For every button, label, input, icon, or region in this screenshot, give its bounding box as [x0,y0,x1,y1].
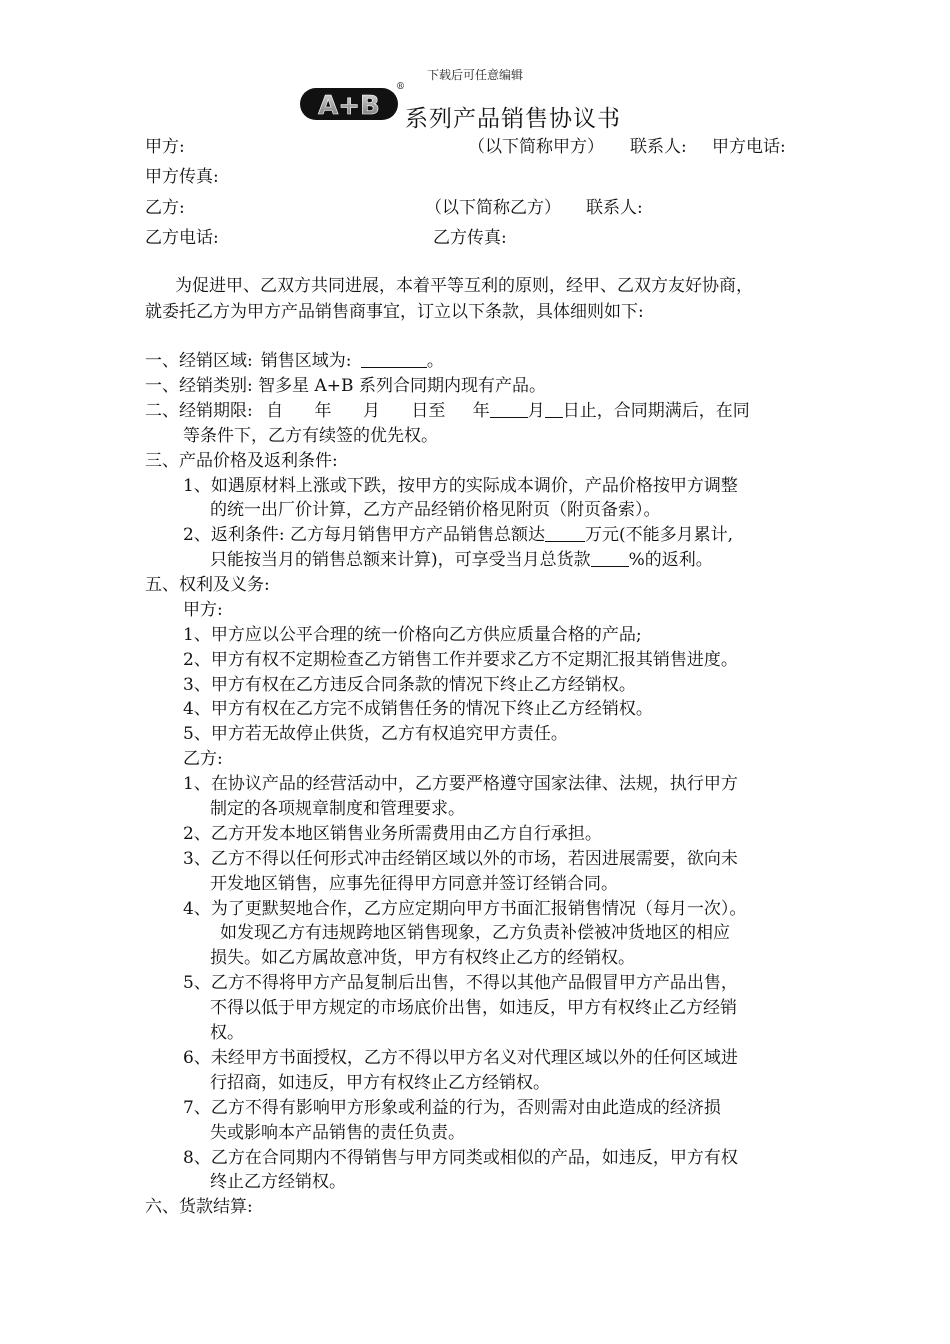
rebate-calc-text: 只能按当月的销售总额来计算)，可享受当月总货款 [210,550,591,570]
brand-logo [298,84,402,124]
party-b-duty-line: 失或影响本产品销售的责任负责。 [210,1123,465,1143]
party-b-label: 乙方: [145,198,185,218]
intro-line-1: 为促进甲、乙双方共同进展，本着平等互利的原则，经甲、乙双方友好协商， [175,276,753,296]
rebate-item-line-2 [210,548,713,572]
party-a-duty-5: 5、甲方若无故停止供货，乙方有权追究甲方责任。 [183,724,568,744]
party-b-duty-line: 不得以低于甲方规定的市场底价出售，如违反，甲方有权终止乙方经销 [210,998,737,1018]
section-term [145,399,750,423]
party-a-duty-2: 2、甲方有权不定期检查乙方销售工作并要求乙方不定期汇报其销售进度。 [183,650,738,670]
party-a-phone-label: 甲方电话: [712,137,786,157]
sales-area-blank [361,351,427,368]
party-b-contact-label: 联系人: [586,198,643,218]
term-end-text: 日止，合同期满后，在同 [562,401,750,421]
term-month-blank [490,401,528,418]
party-b-duty-line: 2、乙方开发本地区销售业务所需费用由乙方自行承担。 [183,824,602,844]
term-month-1: 月 [362,401,380,421]
party-b-duty-line: 权。 [210,1023,244,1043]
party-b-duty-line: 3、乙方不得以任何形式冲击经销区域以外的市场，若因进展需要，欲向未 [183,849,738,869]
term-month-2: 月 [527,401,545,421]
party-a-duty-1: 1、甲方应以公平合理的统一价格向乙方供应质量合格的产品; [183,625,642,645]
term-title: 二、经销期限: [145,401,253,421]
rebate-percent-blank [591,550,629,567]
rebate-condition-text: 2、返利条件: 乙方每月销售甲方产品销售总额达 [183,525,545,545]
party-b-duty-line: 开发地区销售，应事先征得甲方同意并签订经销合同。 [210,874,618,894]
rebate-item-line-1 [183,523,733,547]
party-b-duty-line: 如发现乙方有违规跨地区销售现象，乙方负责补偿被冲货地区的相应 [220,923,730,943]
party-a-abbrev: （以下简称甲方） [468,137,604,157]
party-b-duty-line: 损失。如乙方属故意冲货，甲方有权终止乙方的经销权。 [210,948,635,968]
party-b-phone-label: 乙方电话: [145,228,219,248]
party-a-duty-4: 4、甲方有权在乙方完不成销售任务的情况下终止乙方经销权。 [183,699,653,719]
section-rights-duties: 五、权利及义务: [145,575,270,595]
term-day-to: 日至 [411,401,446,421]
party-b-duty-line: 8、乙方在合同期内不得销售与甲方同类或相似的产品，如违反，甲方有权 [183,1148,738,1168]
party-a-duty-3: 3、甲方有权在乙方违反合同条款的情况下终止乙方经销权。 [183,675,636,695]
price-item-1-line-1: 1、如遇原材料上涨或下跌，按甲方的实际成本调价，产品价格按甲方调整 [183,476,738,496]
intro-line-2: 就委托乙方为甲方产品销售商事宜，订立以下条款，具体细则如下: [145,302,644,322]
party-b-duty-line: 6、未经甲方书面授权，乙方不得以甲方名义对代理区域以外的任何区域进 [183,1048,738,1068]
party-b-fax-label: 乙方传真: [433,228,507,248]
rebate-amount-blank [545,525,585,542]
download-note: 下载后可任意编辑 [426,68,523,82]
sales-area-label: 销售区域为: [260,351,352,371]
party-b-duty-line: 1、在协议产品的经营活动中，乙方要严格遵守国家法律、法规，执行甲方 [183,774,738,794]
sales-area-end: 。 [426,351,444,371]
party-b-duty-line: 4、为了更默契地合作，乙方应定期向甲方书面汇报销售情况（每月一次）。 [183,899,747,919]
registered-mark: ® [396,82,405,92]
section-sales-area-title: 一、经销区域: [145,351,253,371]
party-a-label: 甲方: [145,137,185,157]
party-b-duty-line: 行招商，如违反，甲方有权终止乙方经销权。 [210,1073,550,1093]
party-a-duties-label: 甲方: [183,600,223,620]
party-b-duty-line: 制定的各项规章制度和管理要求。 [210,799,465,819]
logo-text: A+B [318,91,380,121]
section-payment: 六、货款结算: [145,1197,253,1217]
section-sales-area [145,349,444,373]
party-b-duty-line: 5、乙方不得将甲方产品复制后出售，不得以其他产品假冒甲方产品出售， [183,973,738,993]
document-title: 系列产品销售协议书 [405,106,621,132]
party-a-fax-label: 甲方传真: [145,167,219,187]
rebate-unit-text: 万元(不能多月累计, [584,525,733,545]
term-year-1: 年 [314,401,332,421]
logo-graphic [298,84,402,124]
section-sales-category: 一、经销类别: 智多星 A+B 系列合同期内现有产品。 [145,376,546,396]
term-day-blank [545,401,563,418]
party-b-abbrev: （以下简称乙方） [425,198,561,218]
party-b-duty-line: 终止乙方经销权。 [210,1172,346,1192]
section-price-rebate: 三、产品价格及返利条件: [145,451,338,471]
rebate-percent-text: %的返利。 [628,550,713,570]
party-b-duty-line: 7、乙方不得有影响甲方形象或利益的行为，否则需对由此造成的经济损 [183,1098,721,1118]
term-year-2: 年 [472,401,490,421]
term-line-2: 等条件下，乙方有续签的优先权。 [183,426,438,446]
party-b-duties-label: 乙方: [183,749,223,769]
party-a-contact-label: 联系人: [630,137,687,157]
price-item-1-line-2: 的统一出厂价计算，乙方产品经销价格见附页（附页备索）。 [210,500,661,520]
term-from: 自 [266,401,284,421]
